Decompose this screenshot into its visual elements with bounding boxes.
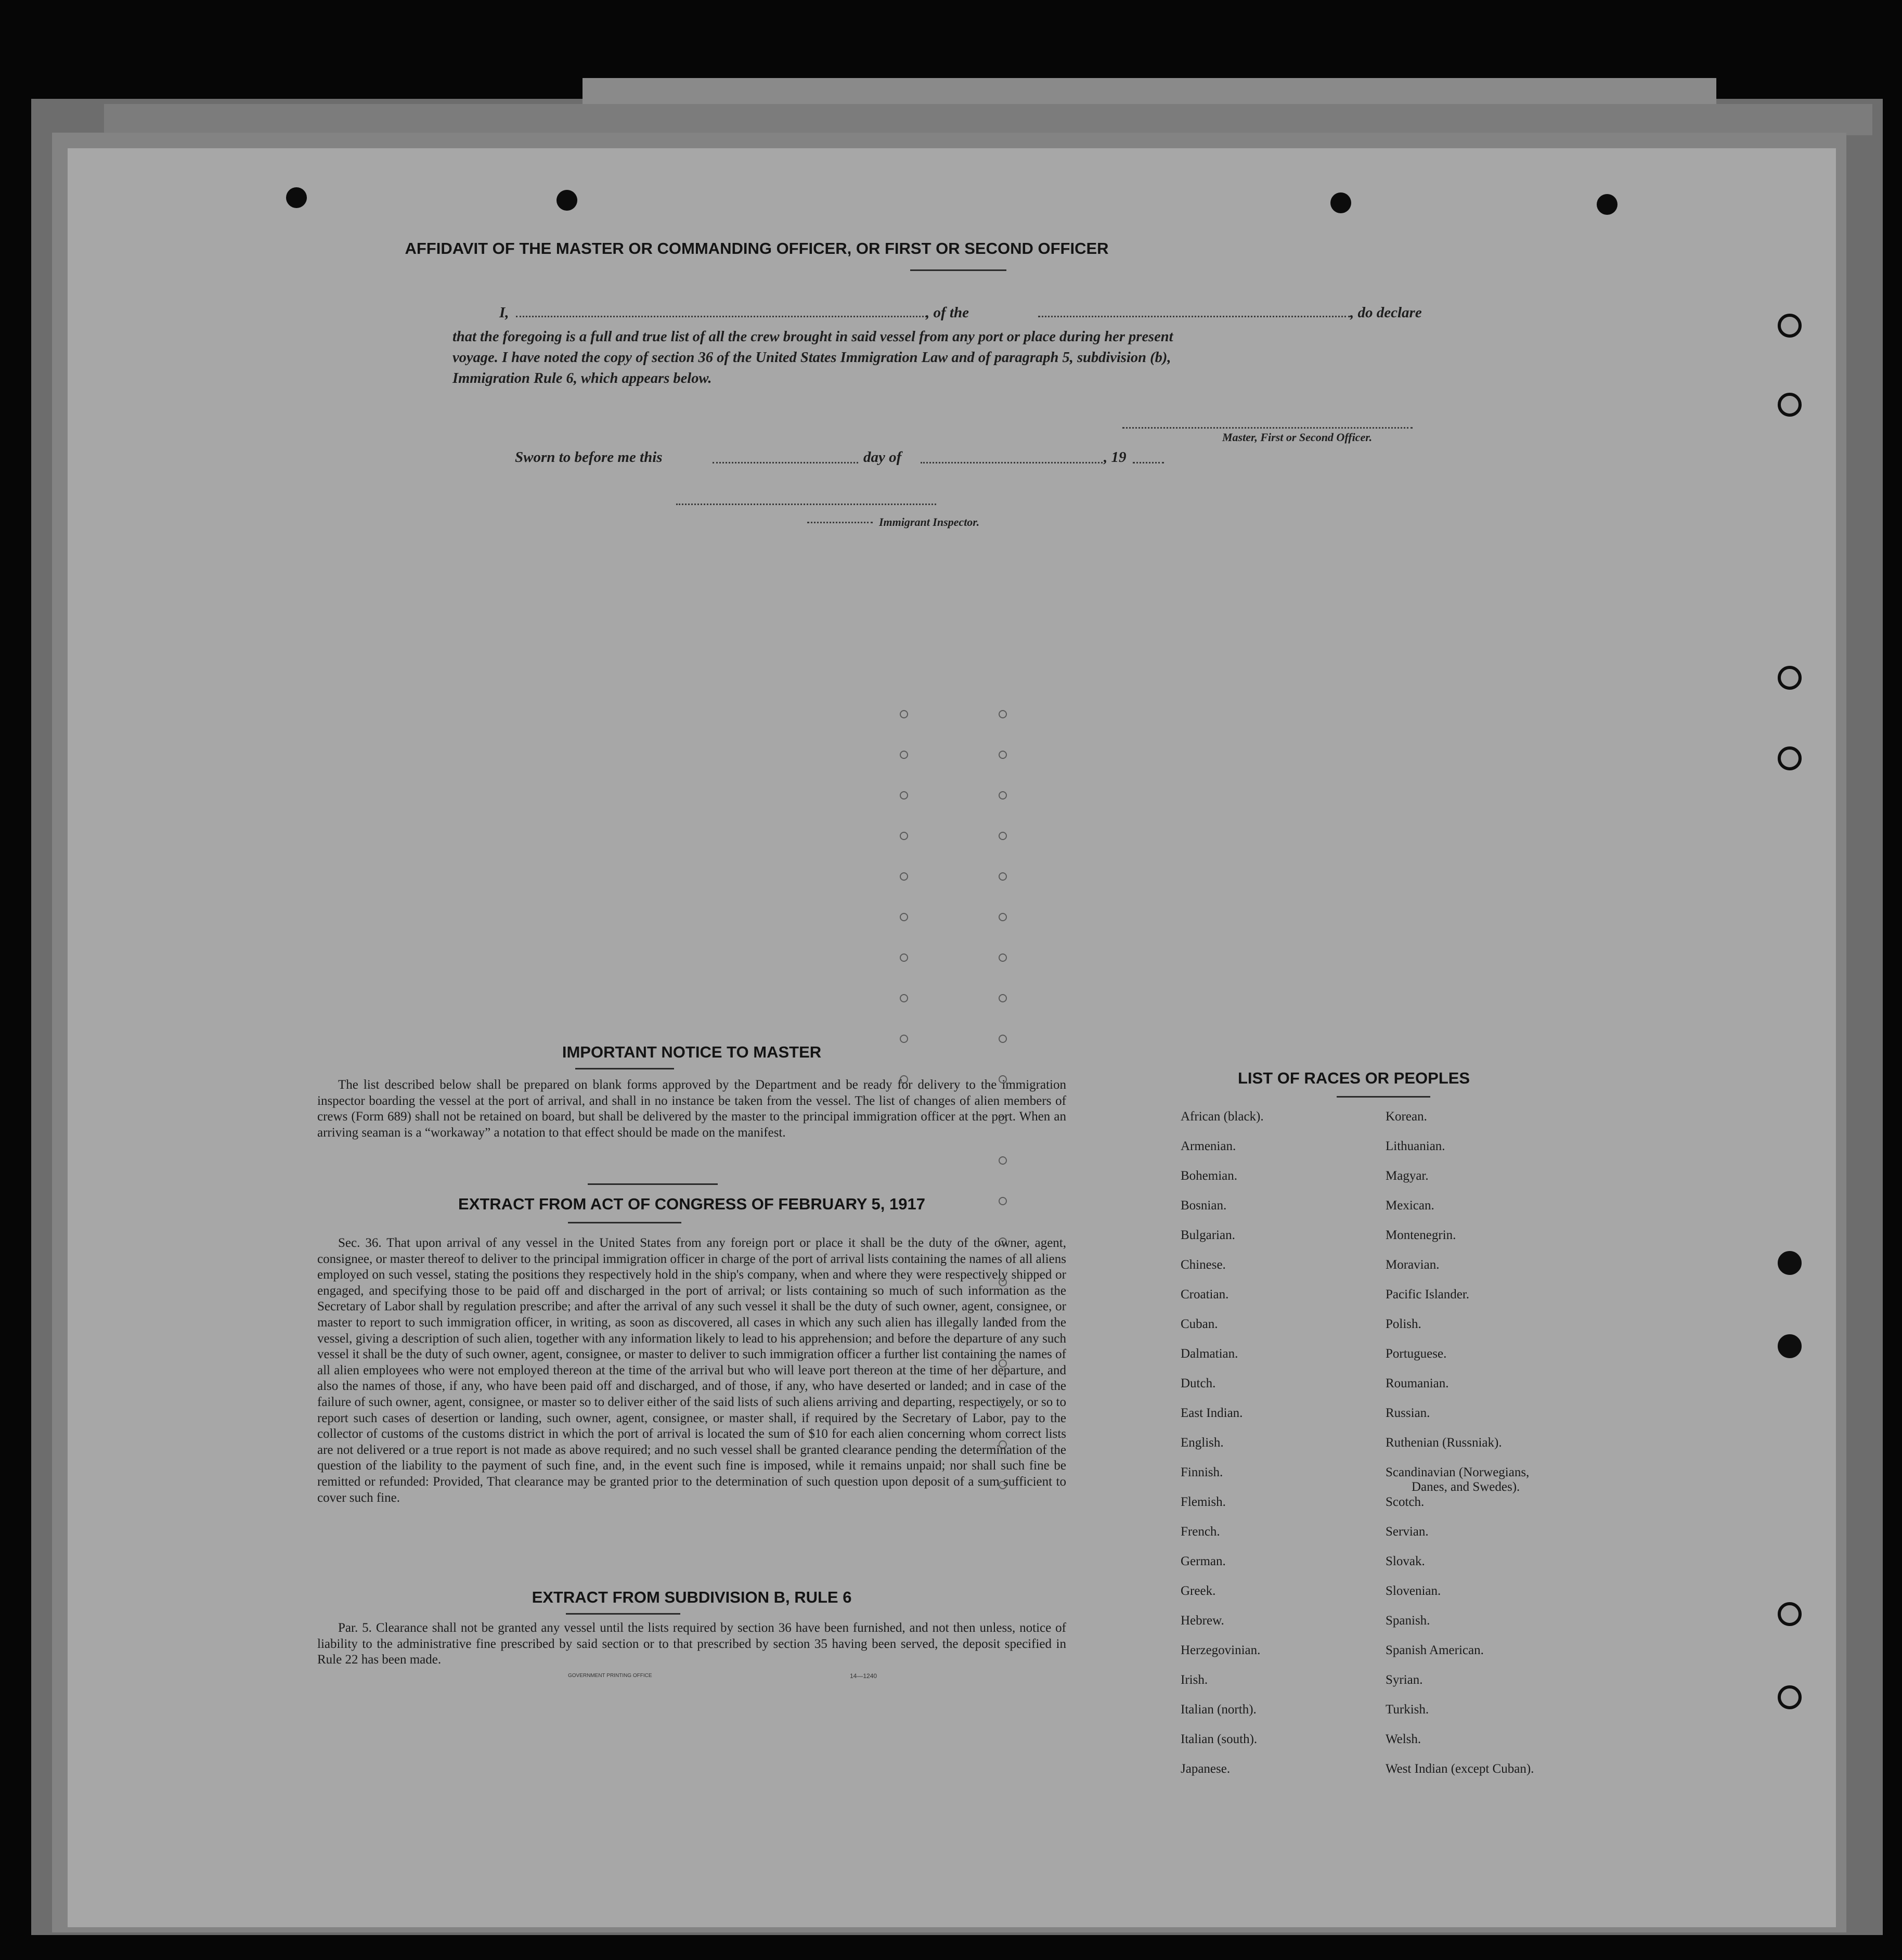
race-item: Japanese.	[1181, 1762, 1231, 1776]
affidavit-title: AFFIDAVIT OF THE MASTER OR COMMANDING OFFICER, OR FIRST OR SECOND OFFICER	[405, 239, 1109, 257]
race-item: Spanish American.	[1386, 1643, 1484, 1657]
affidavit-do-declare: , do declare	[1350, 304, 1422, 321]
race-item: Scandinavian (Norwegians,	[1386, 1465, 1530, 1479]
affidavit-line-3: voyage. I have noted the copy of section 36 of the United States Immigration Law and of paragraph 5, subdivision (b),	[452, 350, 1171, 366]
race-item: Herzegovinian.	[1181, 1643, 1261, 1657]
punch-hole	[557, 190, 577, 211]
notice-title: IMPORTANT NOTICE TO MASTER	[562, 1043, 822, 1061]
binder-ring	[1778, 1685, 1802, 1709]
affidavit-i-label: I,	[499, 304, 509, 321]
notice-text: The list described below shall be prepared on blank forms approved by the Department and be ready for delivery to the immigration inspector boarding the vessel at the port of arrival, and shall in no instance be taken from the vessel. The list of changes of alien members of crews (Form 689) shall not be retained on board, but shall be delivered by the master to the principal immigration officer at the port. When an arriving seaman is a “workaway” a notation to that effect should be made on the manifest.	[317, 1078, 1066, 1140]
act-text: Sec. 36. That upon arrival of any vessel in the United States from any foreign port or place it shall be the duty of the owner, agent, consignee, or master thereof to deliver to the principal immigration officer in charge of the port of arrival lists containing the names of all aliens employed on such vessel, stating the positions they respectively hold in the ship's company, when and where they were respectively shipped or engaged, and specifying those to be paid off and discharged in the port of arrival; or lists containing so much of such information as the Secretary of Labor shall by regulation prescribe; and after the arrival of any such vessel it shall be the duty of such owner, agent, consignee, or master to report to such immigration officer, in writing, as soon as discovered, all cases in which any such alien has illegally landed from the vessel, giving a description of such alien, together with any information likely to lead to his apprehension; and before the departure of any such vessel it shall be the duty of such owner, agent, consignee, or master to deliver to such immigration officer a further list containing the names of all alien employees who were not employed thereon at the time of the arrival but who will leave port thereon at the time of her departure, and also the names of those, if any, who have been paid off and discharged, and of those, if any, who have deserted or landed; and in case of the failure of such owner, agent, consignee, or master so to deliver either of the said lists of such aliens arriving and departing, respectively, or so to report such cases of desertion or landing, such owner, agent, consignee, or master shall, if required by the Secretary of Labor, pay to the collector of customs of the customs district in which the port of arrival is located the sum of $10 for each alien concerning whom correct lists are not delivered or a true report is not made as above required; and no such vessel shall be granted clearance pending the determination of the question of the liability to the payment of such fine, and, in the event such fine is imposed, while it remains unpaid; nor shall such fine be remitted or refunded: Provided, That clearance may be granted prior to the determination of such question upon deposit of a sum sufficient to cover such fine.	[317, 1236, 1066, 1505]
race-item: Bosnian.	[1181, 1198, 1227, 1213]
form-page	[68, 148, 1836, 1927]
race-item: Turkish.	[1386, 1703, 1429, 1717]
race-item: Mexican.	[1386, 1198, 1434, 1213]
race-item: Italian (south).	[1181, 1732, 1258, 1746]
inspector-leader	[807, 522, 873, 523]
day-blank	[713, 462, 858, 463]
race-item: Scotch.	[1386, 1495, 1425, 1509]
race-item: Servian.	[1386, 1525, 1429, 1539]
title-rule	[910, 269, 1006, 271]
races-rule	[1337, 1096, 1430, 1098]
race-item: West Indian (except Cuban).	[1386, 1762, 1534, 1776]
year-prefix: , 19	[1104, 449, 1127, 466]
vessel-blank	[1038, 316, 1350, 317]
act-rule	[568, 1222, 681, 1223]
rule6-text: Par. 5. Clearance shall not be granted any vessel until the lists required by section 36 have been furnished, and not then unless, notice of liability to the administrative fine prescribed by said section or to that prescribed by section 35 having been served, the deposit specified in Rule 22 has been made.	[317, 1621, 1066, 1667]
master-signature-label: Master, First or Second Officer.	[1222, 431, 1373, 444]
race-item: Irish.	[1181, 1673, 1208, 1687]
rule6-rule	[566, 1613, 680, 1615]
punch-hole	[286, 187, 307, 208]
race-item: Italian (north).	[1181, 1703, 1257, 1717]
month-blank	[921, 462, 1103, 463]
race-item: African (black).	[1181, 1110, 1264, 1124]
race-item: Lithuanian.	[1386, 1139, 1445, 1153]
sworn-label: Sworn to before me this	[515, 449, 663, 466]
binder-ring	[1778, 1602, 1802, 1626]
race-item: Dalmatian.	[1181, 1347, 1238, 1361]
race-item: English.	[1181, 1436, 1224, 1450]
day-of-label: day of	[863, 449, 902, 466]
binder-ring	[1778, 666, 1802, 690]
race-item: Finnish.	[1181, 1465, 1223, 1479]
races-title: LIST OF RACES OR PEOPLES	[1238, 1069, 1470, 1087]
race-item: East Indian.	[1181, 1406, 1243, 1420]
affidavit-line-4: Immigration Rule 6, which appears below.	[452, 370, 712, 386]
race-item: Portuguese.	[1386, 1347, 1447, 1361]
inspector-signature-line	[676, 504, 936, 505]
race-item: Ruthenian (Russniak).	[1386, 1436, 1502, 1450]
race-item: Magyar.	[1386, 1169, 1429, 1183]
notice-rule	[575, 1068, 674, 1069]
act-title: EXTRACT FROM ACT OF CONGRESS OF FEBRUARY 5, 1917	[458, 1195, 925, 1213]
affidavit-of-the: , of the	[926, 304, 969, 321]
name-blank	[516, 316, 927, 317]
race-item: German.	[1181, 1554, 1226, 1568]
master-signature-line	[1122, 427, 1413, 429]
race-item: Polish.	[1386, 1317, 1421, 1331]
year-blank	[1133, 462, 1164, 463]
printer-imprint: GOVERNMENT PRINTING OFFICE	[568, 1673, 652, 1679]
race-item: Roumanian.	[1386, 1376, 1449, 1390]
race-item-continuation: Danes, and Swedes).	[1412, 1480, 1520, 1494]
inspector-label: Immigrant Inspector.	[879, 515, 980, 528]
race-item: Hebrew.	[1181, 1614, 1224, 1628]
race-item: Bohemian.	[1181, 1169, 1238, 1183]
binder-ring	[1778, 393, 1802, 417]
race-item: Flemish.	[1181, 1495, 1226, 1509]
race-item: Welsh.	[1386, 1732, 1421, 1746]
binder-ring	[1778, 746, 1802, 770]
race-item: French.	[1181, 1525, 1220, 1539]
binder-ring	[1778, 1334, 1802, 1358]
race-item: Slovak.	[1386, 1554, 1425, 1568]
race-item: Bulgarian.	[1181, 1228, 1235, 1242]
race-item: Greek.	[1181, 1584, 1216, 1598]
race-item: Dutch.	[1181, 1376, 1216, 1390]
race-item: Moravian.	[1386, 1258, 1440, 1272]
affidavit-line-2: that the foregoing is a full and true list of all the crew brought in said vessel from any port or place during her present	[452, 329, 1173, 345]
race-item: Russian.	[1386, 1406, 1430, 1420]
race-item: Chinese.	[1181, 1258, 1226, 1272]
race-item: Slovenian.	[1386, 1584, 1441, 1598]
punch-hole	[1330, 192, 1351, 213]
race-item: Syrian.	[1386, 1673, 1423, 1687]
race-item: Korean.	[1386, 1110, 1427, 1124]
form-number: 14—1240	[850, 1672, 877, 1680]
race-item: Croatian.	[1181, 1287, 1229, 1301]
back-sheet-edge	[104, 104, 1872, 135]
race-item: Armenian.	[1181, 1139, 1236, 1153]
binder-ring	[1778, 1251, 1802, 1275]
punch-hole	[1597, 194, 1618, 215]
binder-ring	[1778, 314, 1802, 338]
race-item: Montenegrin.	[1386, 1228, 1456, 1242]
notice-end-rule	[588, 1183, 718, 1185]
race-item: Spanish.	[1386, 1614, 1430, 1628]
rule6-title: EXTRACT FROM SUBDIVISION B, RULE 6	[532, 1588, 852, 1606]
race-item: Cuban.	[1181, 1317, 1218, 1331]
race-item: Pacific Islander.	[1386, 1287, 1470, 1301]
